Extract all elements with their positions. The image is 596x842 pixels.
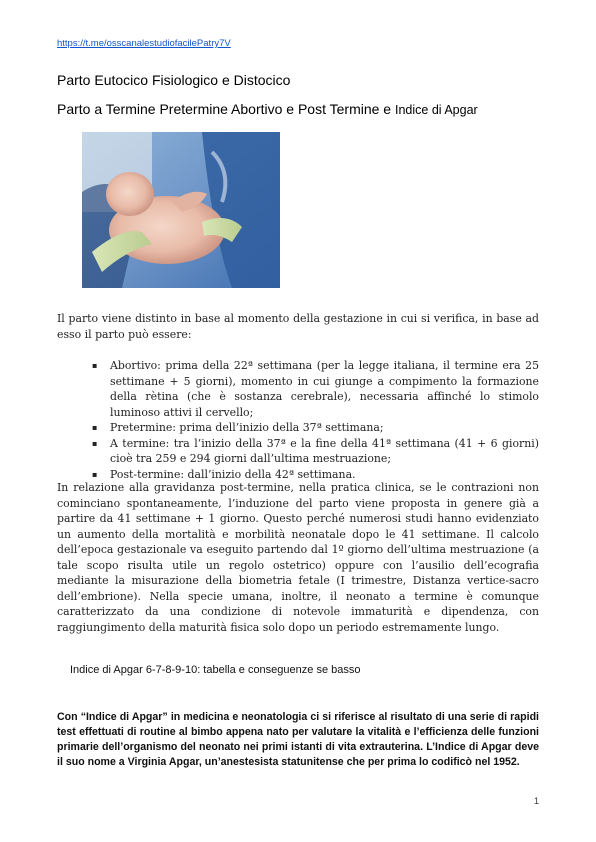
newborn-photo — [82, 132, 280, 288]
list-item: ▪ Abortivo: prima della 22ª settimana (per la legge italiana, il termine era 25 settimane + 5 giorni), momento in cui giunge a compimento la formazione della rètina (che è sostanza cerebrale), necessaria affinché lo stimolo luminoso attivi il cervello; — [110, 358, 539, 420]
subtitle-part-b: Indice di Apgar — [394, 103, 478, 117]
list-item: ▪ A termine: tra l’inizio della 37ª e la fine della 41ª settimana (41 + 6 giorni) cioè tra 259 e 294 giorni dall’ultima mestruazione; — [110, 436, 539, 467]
intro-paragraph: Il parto viene distinto in base al momento della gestazione in cui si verifica, in base ad esso il parto può essere: — [57, 312, 539, 341]
page-title: Parto Eutocico Fisiologico e Distocico — [57, 72, 291, 88]
list-item: ▪ Pretermine: prima dell’inizio della 37ª settimana; — [110, 420, 539, 436]
gestation-list — [110, 358, 539, 482]
telegram-link[interactable]: https://t.me/osscanalestudiofacilePatry7V — [57, 38, 231, 49]
post-term-paragraph: In relazione alla gravidanza post-termine, nella pratica clinica, se le contrazioni non cominciano spontaneamente, l’induzione del parto viene proposta in genere già a partire da 41 settimane + 1 giorno. Questo perché numerosi studi hanno evidenziato un aumento della mortalità e morbilità neonatale dopo le 41 settimane. Il calcolo dell’epoca gestazionale va eseguito partendo dal 1º giorno dell’ultima mestruazione (a tale scopo risulta utile un regolo ostetrico) oppure con l’ausilio dell’ecografia mediante la misurazione della biometria fetale (I trimestre, Distanza vertice-sacro dell’embrione). Nella specie umana, inoltre, il neonato a termine è comunque caratterizzato da una condizione di notevole immaturità e dipendenza, con raggiungimento della maturità fisica solo dopo un periodo estremamente lungo. — [57, 481, 539, 634]
page-number: 1 — [533, 796, 539, 806]
apgar-paragraph: Con “Indice di Apgar” in medicina e neonatologia ci si riferisce al risultato di una serie di rapidi test effettuati di routine al bimbo appena nato per valutare la vitalità e l’efficienza delle funzioni primarie dell’organismo del neonato nei primi istanti di vita extrauterina. L’Indice di Apgar deve il suo nome a Virginia Apgar, un’anestesista statunitense che per prima lo codificò nel 1952. — [57, 711, 539, 768]
subtitle-part-a: Parto a Termine Pretermine Abortivo e Post Termine e — [57, 101, 395, 117]
apgar-subheading: Indice di Apgar 6-7-8-9-10: tabella e conseguenze se basso — [70, 664, 361, 676]
list-item: ▪ Post-termine: dall’inizio della 42ª settimana. — [110, 467, 539, 483]
page-subtitle — [57, 101, 478, 117]
